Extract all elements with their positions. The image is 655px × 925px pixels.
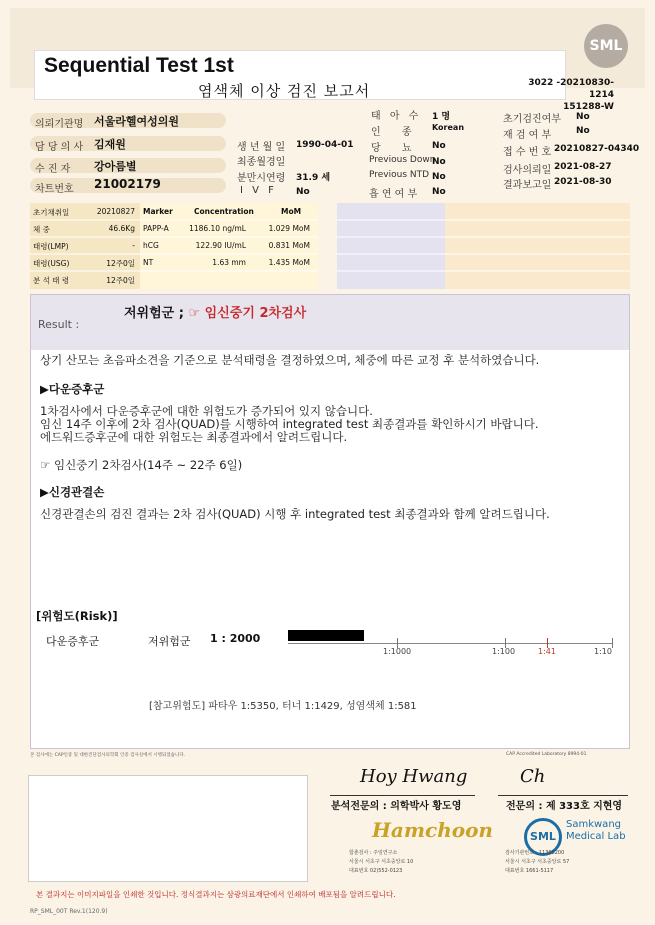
- marker-mom: 0.831 MoM: [268, 241, 310, 250]
- prevntd-label: Previous NTD: [369, 170, 430, 180]
- marker-conc: 1.63 mm: [212, 258, 246, 267]
- sample-row-label: 분 석 태 령: [33, 276, 70, 285]
- marker-mom: 1.029 MoM: [268, 224, 310, 233]
- ivf-value: No: [296, 187, 310, 197]
- ntd-text: 신경관결손의 검진 결과는 2차 검사(QUAD) 시행 후 integrated test 최종결과와 함께 알려드립니다.: [40, 507, 550, 521]
- cap-id: CAP Accredited Laboratory 8994-01: [506, 752, 587, 757]
- retest-value: No: [576, 126, 590, 136]
- analyst-signature: Hoy Hwang: [360, 766, 468, 787]
- sample-row-value: 46.6Kg: [108, 224, 135, 233]
- comment-box: [28, 775, 308, 882]
- sample-row-label: 체 중: [33, 225, 50, 234]
- title-en: Sequential Test 1st: [44, 54, 234, 77]
- risk-ratio: 1 : 2000: [210, 632, 261, 645]
- risk-axis: [288, 643, 613, 644]
- sml-logo: SML: [584, 24, 628, 68]
- result-text: [124, 302, 306, 321]
- risk-title: [위험도(Risk)]: [36, 609, 118, 623]
- age-label: 분만시연령: [237, 173, 286, 184]
- dob-value: 1990-04-01: [296, 140, 354, 150]
- race-value: Korean: [432, 123, 465, 132]
- marker-marker: hCG: [143, 241, 159, 250]
- dob-label: 생 년 월 일: [237, 142, 286, 153]
- doc-number-1: 3022 -20210830-1214: [528, 78, 614, 100]
- down-text-3: 에드워드증후군에 대한 위험도는 최종결과에서 알려드립니다.: [40, 430, 348, 444]
- risk-group: 저위험군: [148, 635, 191, 648]
- risk-item: 다운증후군: [46, 635, 100, 648]
- tick-label-41: 1:41: [538, 647, 556, 656]
- reference-risk: [참고위험도] 파타우 1:5350, 터너 1:1429, 성염색체 1:581: [149, 701, 417, 712]
- down-text-1: 1차검사에서 다운증후군에 대한 위험도가 증가되어 있지 않습니다.: [40, 404, 373, 418]
- risk-bar: [288, 630, 364, 641]
- report-label: 결과보고일: [503, 180, 552, 191]
- hamchoon-address: [349, 849, 413, 876]
- hospital-label: 의뢰기관명: [35, 119, 84, 130]
- analyst-name: 분석전문의 : 의학박사 황도영: [331, 801, 462, 812]
- marker-marker: NT: [143, 258, 154, 267]
- sample-row-value: 20210827: [96, 207, 135, 216]
- cap-note: 본 검사에는 CAP인증 및 대한진단검사의학회 인증 검사실에서 시행되었습니다.: [30, 753, 186, 758]
- ntd-heading: ▶신경관결손: [40, 485, 105, 499]
- revision: RP_SML_00T Rev.1(120.9): [30, 908, 108, 915]
- smoke-value: No: [432, 187, 446, 197]
- fetus-label: 태 아 수: [371, 111, 422, 122]
- receipt-label: 접 수 번 호: [503, 147, 552, 158]
- title-ko: 염색체 이상 검진 보고서: [198, 82, 371, 100]
- result-label: Result :: [38, 318, 80, 331]
- hamchoon-logo: Hamchoon: [372, 818, 493, 842]
- result-next: ☞ 임신중기 2차검사: [188, 306, 307, 321]
- specialist-signature: Ch: [520, 766, 546, 787]
- age-value: 31.9 세: [296, 173, 331, 183]
- doctor-value: 김재원: [94, 138, 126, 151]
- sml-name: [566, 819, 626, 843]
- sample-row-value: -: [132, 241, 135, 250]
- race-label: 인 종: [371, 127, 421, 138]
- sml-address: [505, 849, 569, 876]
- marker-header: Marker: [143, 207, 173, 216]
- chart-label: 차트번호: [35, 184, 74, 195]
- doctor-label: 담 당 의 사: [35, 142, 84, 153]
- prevntd-value: No: [432, 172, 446, 182]
- hospital-value: 서울라헬여성의원: [94, 115, 180, 128]
- next-test-text: ☞ 임신중기 2차검사(14주 ~ 22주 6일): [40, 458, 243, 472]
- sample-row-label: 태령(LMP): [33, 242, 69, 251]
- tick-label-1000: 1:1000: [383, 647, 412, 656]
- diabetes-label: 당 뇨: [371, 143, 421, 154]
- lmp-label: 최종월경일: [237, 157, 286, 168]
- hamchoon-address-3: 대표번호 02)552-0123: [349, 868, 403, 874]
- receipt-value: 20210827-04340: [554, 144, 640, 154]
- marker-conc: 1186.10 ng/mL: [189, 224, 246, 233]
- result-box: [30, 294, 630, 352]
- down-heading: ▶다운증후군: [40, 382, 105, 396]
- sml-name-2: Medical Lab: [566, 831, 626, 842]
- chart-value: 21002179: [94, 177, 161, 191]
- hamchoon-address-1: 함춘검사 : 주임연구소: [349, 850, 398, 856]
- report-value: 2021-08-30: [554, 177, 612, 187]
- specialist-line: [498, 795, 628, 796]
- tick-label-10: 1:10: [594, 647, 612, 656]
- marker-conc: 122.90 IU/mL: [195, 241, 246, 250]
- doc-number: [522, 77, 614, 113]
- intro-text: 상기 산모는 초음파소견을 기준으로 분석태령을 결정하였으며, 체중에 따른 교정 후 분석하였습니다.: [40, 353, 540, 367]
- doc-number-2: 151288-W: [563, 102, 614, 112]
- risk-tick-10: [612, 638, 613, 648]
- diabetes-value: No: [432, 141, 446, 151]
- sample-row-label: 태령(USG): [33, 259, 70, 268]
- sample-row-value: 12주0일: [106, 276, 135, 285]
- specialist-name: 전문의 : 제 333호 지현영: [506, 801, 623, 812]
- sml-footer-logo: SML: [524, 818, 562, 856]
- sml-address-1: 검사기관번호 : 11365200: [505, 850, 565, 856]
- prevdown-value: No: [432, 157, 446, 167]
- analyst-line: [330, 795, 475, 796]
- first-exam-value: No: [576, 112, 590, 122]
- concentration-header: Concentration: [194, 207, 254, 216]
- down-text-2: 임신 14주 이후에 2차 검사(QUAD)를 시행하여 integrated test 최종결과를 확인하시기 바랍니다.: [40, 417, 539, 431]
- retest-label: 재 검 여 부: [503, 130, 552, 141]
- smoke-label: 흡 연 여 부: [369, 189, 418, 200]
- examinee-label: 수 진 자: [35, 164, 71, 175]
- request-value: 2021-08-27: [554, 162, 612, 172]
- first-exam-label: 초기검진여부: [503, 114, 561, 125]
- tick-label-100: 1:100: [492, 647, 516, 656]
- result-value: 저위험군 ;: [124, 306, 184, 321]
- prevdown-label: Previous Down: [369, 155, 436, 165]
- mom-header: MoM: [281, 207, 302, 216]
- marker-marker: PAPP-A: [143, 224, 169, 233]
- fetus-value: 1 명: [432, 112, 451, 122]
- sml-name-1: Samkwang: [566, 819, 621, 830]
- ivf-label: I V F: [240, 185, 277, 196]
- examinee-value: 강아름별: [94, 160, 137, 173]
- hamchoon-address-2: 서울시 서초구 서초중앙로 10: [349, 859, 414, 865]
- request-label: 검사의뢰일: [503, 165, 552, 176]
- sml-address-2: 서울시 서초구 서초중앙로 57: [505, 859, 570, 865]
- footer-notice: 본 결과지는 이미지파일을 인쇄한 것입니다. 정식결과지는 삼광의료재단에서 인쇄하여 배포됨을 알려드립니다.: [36, 890, 396, 899]
- marker-mom: 1.435 MoM: [268, 258, 310, 267]
- sml-address-3: 대표번호 1661-5117: [505, 868, 554, 874]
- sample-row-label: 초기채취일: [33, 208, 70, 217]
- sample-row-value: 12주0일: [106, 259, 135, 268]
